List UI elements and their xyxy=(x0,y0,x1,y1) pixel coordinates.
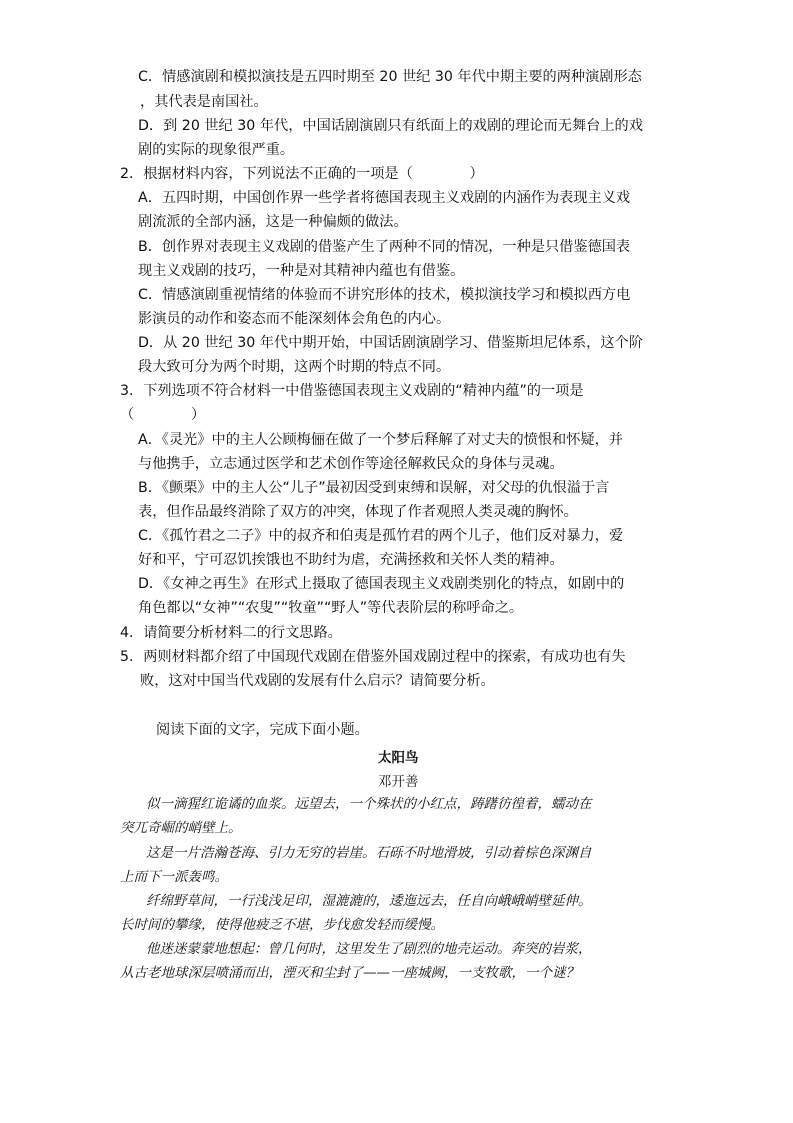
q1-option-c-line1: C．情感演剧和模拟演技是五四时期至 20 世纪 30 年代中期主要的两种演剧形态 xyxy=(138,69,642,85)
q3-option-b-line1: B．《颤栗》中的主人公“儿子”最初因受到束缚和误解，对父母的仇恨溢于言 xyxy=(138,480,610,496)
q4-stem: 4．请简要分析材料二的行文思路。 xyxy=(120,625,342,641)
q5-line1: 5．两则材料都介绍了中国现代戏剧在借鉴外国戏剧过程中的探索，有成功也有失 xyxy=(120,649,626,665)
q3-option-a-line1: A．《灵光》中的主人公顾梅俪在做了一个梦后释解了对丈夫的愤恨和怀疑，并 xyxy=(138,432,623,448)
q2-option-d-line1: D．从 20 世纪 30 年代中期开始，中国话剧演剧学习、借鉴斯坦尼体系，这个阶 xyxy=(138,335,643,351)
reading-instruction: 阅读下面的文字，完成下面小题。 xyxy=(156,722,369,738)
q2-option-d-line2: 段大致可分为两个时期，这两个时期的特点不同。 xyxy=(138,359,451,375)
q2-option-c-line2: 影演员的动作和姿态而不能深刻体会角色的内心。 xyxy=(138,311,451,327)
q3-option-c-line2: 好和平，宁可忍饥挨饿也不助纣为虐，充满拯救和关怀人类的精神。 xyxy=(138,552,564,568)
passage-p4-line2: 从古老地球深层喷涌而出，湮灭和尘封了——一座城阙，一支牧歌，一个谜？ xyxy=(120,965,579,981)
passage-p4-line1: 他迷迷蒙蒙地想起：曾几何时，这里发生了剧烈的地壳运动。奔突的岩浆， xyxy=(146,941,592,957)
q2-option-c-line1: C．情感演剧重视情绪的体验而不讲究形体的技术，模拟演技学习和模拟西方电 xyxy=(138,287,631,303)
passage-title: 太阳鸟 xyxy=(378,750,419,766)
passage-p2-line2: 上而下一派轰鸣。 xyxy=(120,869,228,885)
q2-option-a-line2: 剧流派的全部内涵，这是一种偏颇的做法。 xyxy=(138,214,408,230)
q3-option-d-line2: 角色都以“女神”“农叟”“牧童”“野人”等代表阶层的称呼命之。 xyxy=(138,600,524,616)
q1-option-d-line2: 剧的实际的现象很严重。 xyxy=(138,142,295,158)
q3-stem-paren: （ ） xyxy=(120,407,206,423)
q1-option-d-line1: D．到 20 世纪 30 年代，中国话剧演剧只有纸面上的戏剧的理论而无舞台上的戏 xyxy=(138,118,643,134)
passage-p1-line2: 突兀奇崛的峭壁上。 xyxy=(120,820,242,836)
q1-option-c-line2: ，其代表是南国社。 xyxy=(140,94,268,110)
q3-option-b-line2: 表，但作品最终消除了双方的冲突，体现了作者观照人类灵魂的胸怀。 xyxy=(138,504,578,520)
q3-stem: 3．下列选项不符合材料一中借鉴德国表现主义戏剧的“精神内蕴”的一项是 xyxy=(120,383,584,399)
q2-option-b-line2: 现主义戏剧的技巧，一种是对其精神内蕴也有借鉴。 xyxy=(138,263,465,279)
passage-p1-line1: 似一滴猩红诡谲的血浆。远望去，一个殊状的小红点，踌躇彷徨着，蠕动在 xyxy=(146,796,592,812)
passage-author: 邓开善 xyxy=(378,774,419,790)
q2-stem: 2．根据材料内容，下列说法不正确的一项是（ ） xyxy=(120,166,484,182)
passage-p2-line1: 这是一片浩瀚苍海、引力无穷的岩崖。石砾不时地滑坡，引动着棕色深渊自 xyxy=(146,845,592,861)
q2-option-b-line1: B．创作界对表现主义戏剧的借鉴产生了两种不同的情况，一种是只借鉴德国表 xyxy=(138,239,631,255)
q3-option-d-line1: D．《女神之再生》在形式上摄取了德国表现主义戏剧类别化的特点，如剧中的 xyxy=(138,576,625,592)
q3-option-a-line2: 与他携手，立志通过医学和艺术创作等途径解救民众的身体与灵魂。 xyxy=(138,456,564,472)
q2-option-a-line1: A．五四时期，中国创作界一些学者将德国表现主义戏剧的内涵作为表现主义戏 xyxy=(138,190,631,206)
q5-line2: 败，这对中国当代戏剧的发展有什么启示？请简要分析。 xyxy=(140,673,495,689)
q3-option-c-line1: C．《孤竹君之二子》中的叔齐和伯夷是孤竹君的两个儿子，他们反对暴力，爱 xyxy=(138,528,624,544)
passage-p3-line2: 长时间的攀缘，使得他疲乏不堪，步伐愈发轻而缓慢。 xyxy=(120,917,444,933)
passage-p3-line1: 纤绵野草间，一行浅浅足印，湿漉漉的，逶迤远去，任自向峨峨峭壁延伸。 xyxy=(146,893,592,909)
